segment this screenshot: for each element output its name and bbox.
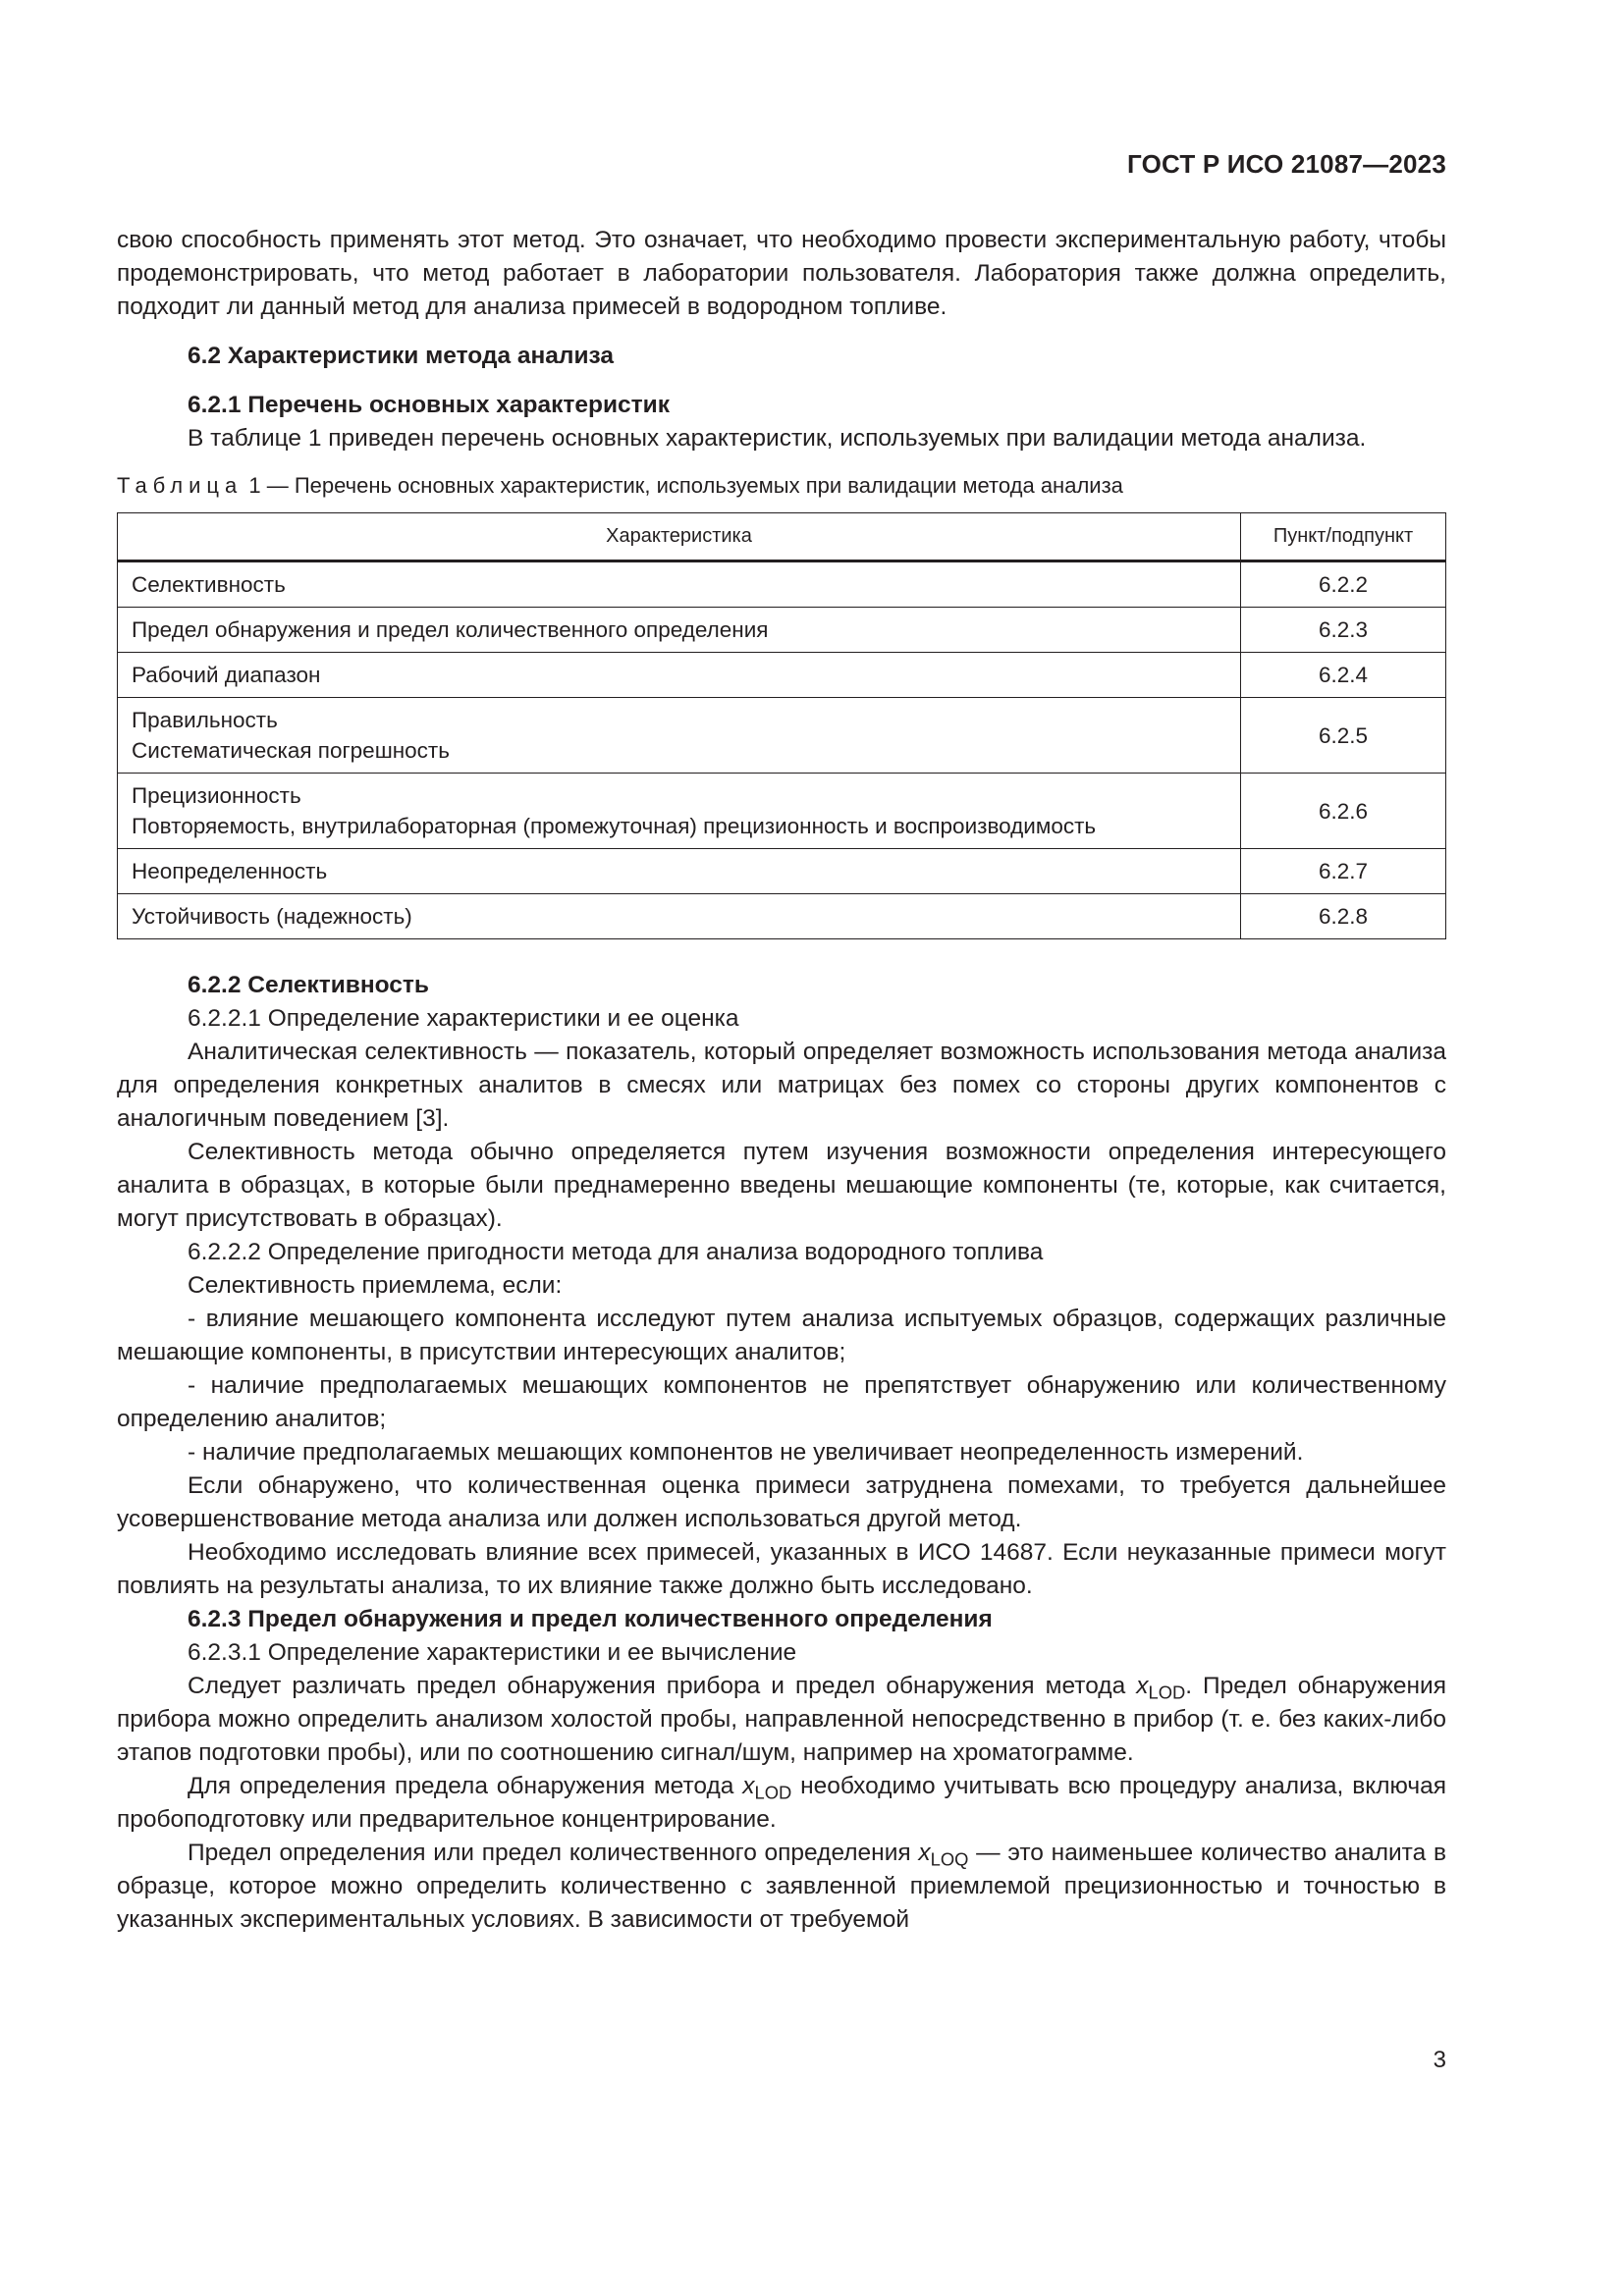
paragraph — [117, 1770, 1446, 1837]
row-characteristic: Селективность — [118, 561, 1241, 608]
subscript-loq: LOQ — [930, 1848, 969, 1870]
characteristics-table — [117, 512, 1446, 939]
page-content — [117, 224, 1446, 1937]
row-clause: 6.2.3 — [1241, 608, 1446, 653]
row-clause: 6.2.7 — [1241, 849, 1446, 894]
paragraph — [117, 1670, 1446, 1770]
header-characteristic: Характеристика — [118, 513, 1241, 561]
table-header-row — [118, 513, 1446, 561]
row-clause: 6.2.4 — [1241, 653, 1446, 698]
intro-paragraph: свою способность применять этот метод. Это означает, что необходимо провести экспериментальную работу, чтобы продемонстрировать, что метод работает в лаборатории пользователя. Лаборатория также должна определить, подходит ли данный метод для анализа примесей в водородном топливе. — [117, 227, 1446, 320]
paragraph: Селективность метода обычно определяется путем изучения возможности определения интересующего аналита в образцах, в которые были преднамеренно введены мешающие компоненты (те, которые, как считается, могут присутствовать в образцах). — [117, 1139, 1446, 1232]
row-characteristic-line1: Правильность — [132, 708, 278, 732]
table-row — [118, 774, 1446, 849]
row-characteristic: Предел обнаружения и предел количественного определения — [118, 608, 1241, 653]
list-item: - наличие предполагаемых мешающих компонентов не увеличивает неопределенность измерений. — [188, 1439, 1304, 1466]
paragraph: Аналитическая селективность — показатель, который определяет возможность использования метода анализа для определения конкретных аналитов в смесях или матрицах без помех со стороны других компонентов с аналогичным поведением [3]. — [117, 1039, 1446, 1132]
row-characteristic: Устойчивость (надежность) — [118, 894, 1241, 939]
section-heading-6-2-1: 6.2.1 Перечень основных характеристик — [188, 392, 670, 418]
text-run: необходимо учитывать всю процедуру анализа, включая пробоподготовку или предварительное концентрирование. — [117, 1773, 1446, 1833]
text-run: . Предел обнаружения прибора можно определить анализом холостой пробы, направленной непосредственно в прибор (т. е. без каких-либо этапов подготовки пробы), или по соотношению сигнал/шум, например на хроматограмме. — [117, 1673, 1446, 1766]
subsection-6-2-3-1: 6.2.3.1 Определение характеристики и ее вычисление — [188, 1639, 797, 1666]
table-caption-label: Таблица — [117, 473, 244, 498]
variable-x: x — [918, 1840, 931, 1866]
table-row — [118, 849, 1446, 894]
header-clause: Пункт/подпункт — [1241, 513, 1446, 561]
paragraph: Необходимо исследовать влияние всех примесей, указанных в ИСО 14687. Если неуказанные примеси могут повлиять на результаты анализа, то их влияние также должно быть исследовано. — [117, 1539, 1446, 1599]
row-characteristic — [118, 774, 1241, 849]
row-characteristic-line1: Прецизионность — [132, 783, 301, 808]
section-heading-6-2-2: 6.2.2 Селективность — [188, 972, 429, 998]
text-run: Предел определения или предел количественного определения — [188, 1840, 919, 1866]
row-clause: 6.2.5 — [1241, 698, 1446, 774]
table-row — [118, 653, 1446, 698]
standard-number: ГОСТ Р ИСО 21087—2023 — [1126, 149, 1446, 179]
variable-x: x — [742, 1773, 755, 1799]
subscript-lod: LOD — [1148, 1682, 1186, 1703]
list-item: - влияние мешающего компонента исследуют путем анализа испытуемых образцов, содержащих различные мешающие компоненты, в присутствии интересующих аналитов; — [117, 1306, 1446, 1365]
row-clause: 6.2.2 — [1241, 561, 1446, 608]
table-row — [118, 608, 1446, 653]
table-caption — [117, 471, 1446, 501]
subscript-lod: LOD — [754, 1782, 792, 1803]
row-characteristic-line2: Систематическая погрешность — [132, 738, 450, 763]
row-clause: 6.2.6 — [1241, 774, 1446, 849]
table-row — [118, 894, 1446, 939]
table-row — [118, 698, 1446, 774]
paragraph: Если обнаружено, что количественная оценка примеси затруднена помехами, то требуется дальнейшее усовершенствование метода анализа или должен использоваться другой метод. — [117, 1472, 1446, 1532]
list-item: - наличие предполагаемых мешающих компонентов не препятствует обнаружению или количественному определению аналитов; — [117, 1372, 1446, 1432]
paragraph: Селективность приемлема, если: — [188, 1272, 563, 1299]
row-clause: 6.2.8 — [1241, 894, 1446, 939]
table-caption-text: 1 — Перечень основных характеристик, используемых при валидации метода анализа — [248, 473, 1123, 498]
text-run: Следует различать предел обнаружения прибора и предел обнаружения метода — [188, 1673, 1137, 1699]
row-characteristic: Рабочий диапазон — [118, 653, 1241, 698]
section-6-2-1-text: В таблице 1 приведен перечень основных характеристик, используемых при валидации метода анализа. — [188, 425, 1367, 452]
row-characteristic: Неопределенность — [118, 849, 1241, 894]
subsection-6-2-2-2: 6.2.2.2 Определение пригодности метода для анализа водородного топлива — [188, 1239, 1044, 1265]
subsection-6-2-2-1: 6.2.2.1 Определение характеристики и ее оценка — [188, 1005, 739, 1032]
table-row — [118, 561, 1446, 608]
text-run: — это наименьшее количество аналита в образце, которое можно определить количественно с заявленной приемлемой прецизионностью и точностью в указанных экспериментальных условиях. В зависимости от требуемой — [117, 1840, 1447, 1933]
row-characteristic-line2: Повторяемость, внутрилабораторная (промежуточная) прецизионность и воспроизводимость — [132, 814, 1097, 838]
row-characteristic — [118, 698, 1241, 774]
variable-x: x — [1136, 1673, 1149, 1699]
text-run: Для определения предела обнаружения метода — [188, 1773, 743, 1799]
section-heading-6-2: 6.2 Характеристики метода анализа — [188, 343, 615, 369]
paragraph — [117, 1837, 1446, 1937]
page-number: 3 — [1433, 2047, 1446, 2073]
section-heading-6-2-3: 6.2.3 Предел обнаружения и предел количественного определения — [188, 1606, 993, 1632]
